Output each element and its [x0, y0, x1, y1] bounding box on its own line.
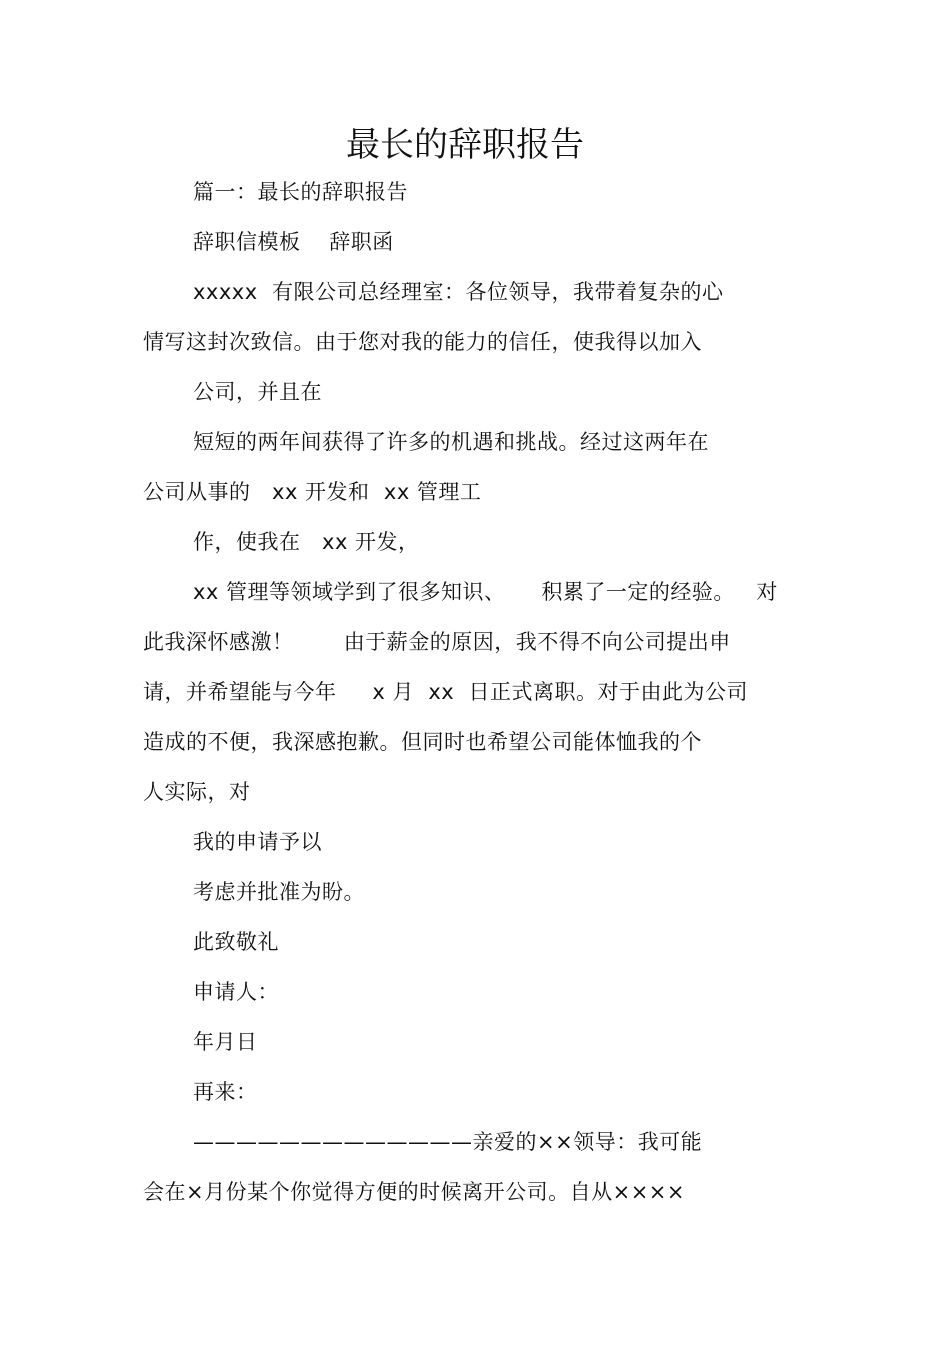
paragraph-line: xx 管理等领域学到了很多知识、 积累了一定的经验。 对: [193, 580, 778, 604]
paragraph-line: 此我深怀感激！ 由于薪金的原因，我不得不向公司提出申: [143, 630, 731, 654]
paragraph-line: 年月日: [193, 1030, 258, 1054]
paragraph-line: 申请人：: [193, 980, 279, 1004]
paragraph-line: 此致敬礼: [193, 930, 279, 954]
paragraph-line: 短短的两年间获得了许多的机遇和挑战。经过这两年在: [193, 430, 709, 454]
paragraph-line: 会在×月份某个你觉得方便的时候离开公司。自从××××: [143, 1180, 685, 1204]
paragraph-line: 人实际，对: [143, 780, 251, 804]
paragraph-line: xxxxx 有限公司总经理室：各位领导，我带着复杂的心: [193, 280, 724, 304]
paragraph-line: 辞职信模板 辞职函: [193, 230, 394, 254]
paragraph-line: 公司，并且在: [193, 380, 322, 404]
paragraph-line: 请，并希望能与今年 x 月 xx 日正式离职。对于由此为公司: [143, 680, 749, 704]
paragraph-line: 考虑并批准为盼。: [193, 880, 365, 904]
paragraph-line: 造成的不便，我深感抱歉。但同时也希望公司能体恤我的个: [143, 730, 702, 754]
paragraph-line: 作，使我在 xx 开发，: [193, 530, 420, 554]
paragraph-line: 我的申请予以: [193, 830, 322, 854]
document-title: 最长的辞职报告: [346, 125, 584, 165]
paragraph-line: —————————————亲爱的××领导：我可能: [193, 1130, 703, 1154]
paragraph-line: 再来：: [193, 1080, 258, 1104]
paragraph-line: 篇一：最长的辞职报告: [193, 180, 408, 204]
paragraph-line: 情写这封次致信。由于您对我的能力的信任，使我得以加入: [143, 330, 702, 354]
paragraph-line: 公司从事的 xx 开发和 xx 管理工: [143, 480, 482, 504]
